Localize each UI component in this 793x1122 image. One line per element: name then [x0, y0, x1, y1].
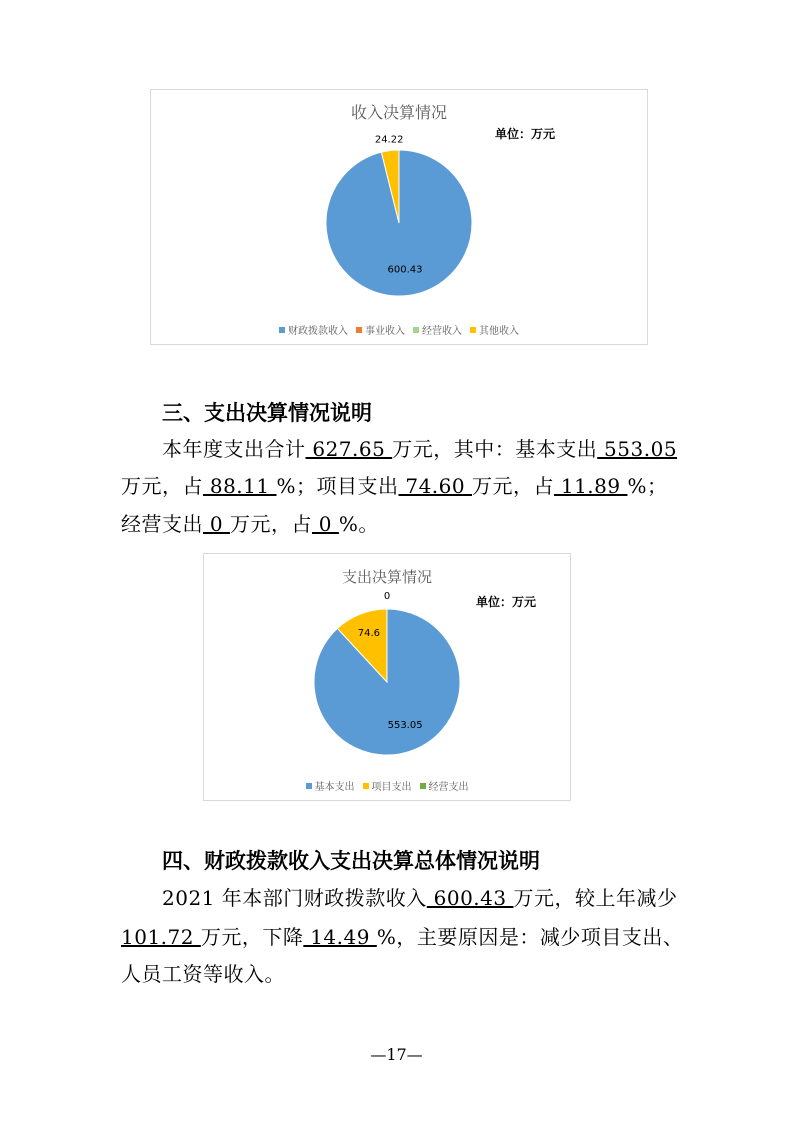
text: 万元，下降 [200, 925, 304, 949]
income-chart-title: 收入决算情况 [350, 103, 447, 122]
legend-swatch [363, 783, 369, 789]
section4-line2 [121, 921, 683, 950]
text: %；项目支出 [276, 474, 399, 498]
text: %。 [338, 512, 379, 536]
legend-item [420, 778, 469, 793]
legend-item [470, 322, 519, 337]
income-legend [151, 322, 647, 337]
legend-label: 基本支出 [314, 782, 355, 793]
text: 万元，占 [229, 512, 312, 536]
expense-chart [203, 553, 571, 801]
total-expense-value: 627.65 [305, 437, 393, 461]
text: 万元，占 [121, 474, 203, 498]
legend-swatch [306, 783, 312, 789]
text: 经营支出 [121, 512, 203, 536]
text: 万元，占 [471, 474, 554, 498]
pie-data-label: 553.05 [387, 720, 423, 732]
legend-swatch [356, 327, 362, 333]
legend-item [279, 322, 348, 337]
text: %，主要原因是：减少项目支出、 [376, 925, 684, 949]
op-pct-value: 0 [311, 512, 339, 536]
legend-swatch [470, 327, 476, 333]
legend-label: 财政拨款收入 [288, 326, 348, 337]
decrease-pct-value: 14.49 [303, 925, 377, 949]
legend-label: 经营收入 [422, 326, 462, 337]
project-expense-value: 74.60 [398, 474, 472, 498]
expense-legend [204, 778, 570, 793]
income-pie [151, 90, 649, 346]
income-value: 600.43 [426, 886, 514, 910]
legend-swatch [279, 327, 285, 333]
section3-line1 [162, 433, 677, 462]
legend-swatch [413, 327, 419, 333]
section3-line2 [121, 470, 667, 499]
section4-line3: 人员工资等收入。 [121, 962, 285, 986]
text: 本年度支出合计 [162, 437, 306, 461]
text: 万元，较上年减少 [513, 886, 678, 910]
legend-label: 项目支出 [371, 782, 412, 793]
legend-swatch [420, 783, 426, 789]
legend-item [413, 322, 462, 337]
pie-data-label: 74.6 [357, 627, 381, 639]
pie-data-label: 24.22 [374, 134, 404, 146]
decrease-value: 101.72 [121, 925, 201, 949]
legend-item [363, 778, 412, 793]
op-expense-value: 0 [203, 512, 230, 536]
section4-line1 [162, 882, 677, 911]
text: 万元，其中：基本支出 [392, 437, 598, 461]
text: 2021 年本部门财政拨款收入 [162, 886, 427, 910]
legend-label: 其他收入 [479, 326, 519, 337]
page-number: —17— [370, 1045, 423, 1064]
section3-heading: 三、支出决算情况说明 [162, 401, 372, 425]
section3-line3 [121, 508, 379, 537]
income-chart-unit: 单位：万元 [495, 127, 556, 141]
income-chart [150, 89, 648, 345]
project-pct-value: 11.89 [553, 474, 628, 498]
basic-expense-value: 553.05 [597, 437, 678, 461]
expense-pie [204, 554, 572, 802]
legend-label: 经营支出 [428, 782, 469, 793]
text: %； [627, 474, 668, 498]
pie-data-label: 0 [383, 591, 391, 602]
basic-pct-value: 88.11 [203, 474, 277, 498]
legend-item [356, 322, 405, 337]
legend-label: 事业收入 [365, 326, 405, 337]
pie-data-label: 600.43 [387, 264, 423, 276]
section4-heading: 四、财政拨款收入支出决算总体情况说明 [162, 849, 540, 873]
expense-chart-title: 支出决算情况 [341, 568, 432, 586]
expense-chart-unit: 单位：万元 [476, 595, 537, 609]
legend-item [306, 778, 355, 793]
